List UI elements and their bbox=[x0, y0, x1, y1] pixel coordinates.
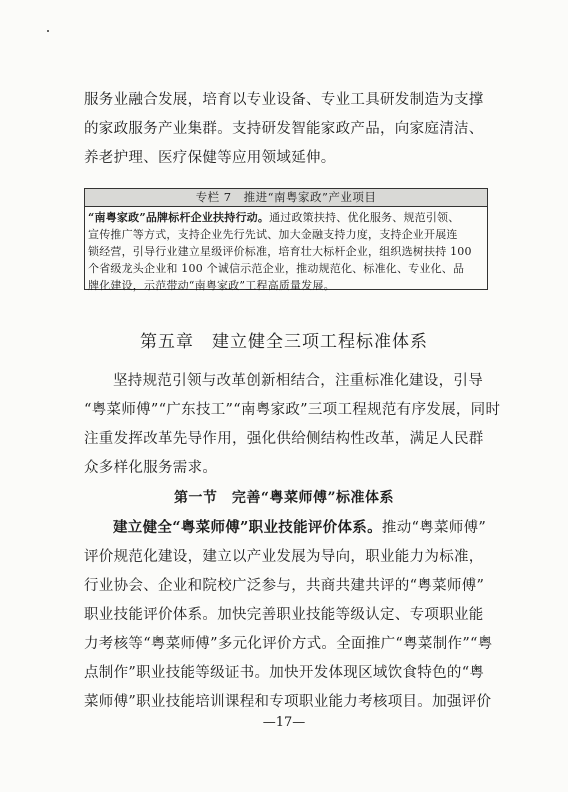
text-line: 菜师傅”职业技能培训课程和专项职业能力考核项目。加强评价 bbox=[84, 694, 492, 710]
text-line: 评价规范化建设，建立以产业发展为导向，职业能力为标准， bbox=[84, 549, 484, 565]
text-line bbox=[84, 513, 488, 543]
text-line: 服务业融合发展，培育以专业设备、专业工具研发制造为支撑 bbox=[84, 92, 484, 108]
text-line: 养老护理、医疗保健等应用领域延伸。 bbox=[84, 150, 336, 166]
text-line: 点制作”职业技能等级证书。加快开发体现区域饮食特色的“粤 bbox=[84, 665, 485, 681]
text-run: 推动“粤菜师傅” bbox=[381, 520, 487, 536]
feature-box-body bbox=[85, 207, 487, 294]
text-line: 众多样化服务需求。 bbox=[84, 460, 218, 476]
feature-box bbox=[84, 188, 488, 290]
text-line: 坚持规范引领与改革创新相结合，注重标准化建设，引导 bbox=[113, 373, 483, 389]
page-number: —17— bbox=[262, 715, 306, 730]
text-line: “粤菜师傅”“广东技工”“南粤家政”三项工程规范有序发展，同时 bbox=[84, 402, 501, 418]
text-line: 职业技能评价体系。加快完善职业技能等级认定、专项职业能 bbox=[84, 607, 484, 623]
text-line: 个省级龙头企业和 100 个诚信示范企业，推动规范化、标准化、专业化、品 bbox=[88, 262, 465, 275]
section-paragraph-lead: 建立健全“粤菜师傅”职业技能评价体系。 bbox=[113, 519, 382, 536]
feature-box-title: 专栏 7 推进“南粤家政”产业项目 bbox=[85, 189, 487, 207]
feature-box-lead: “南粤家政”品牌标杆企业扶持行动。 bbox=[88, 211, 270, 224]
text-line: 行业协会、企业和院校广泛参与，共商共建共评的“粤菜师傅” bbox=[84, 578, 485, 594]
text-line bbox=[88, 209, 484, 226]
intro-paragraph bbox=[84, 86, 488, 173]
text-line: 宣传推广等方式，支持企业先行先试、加大金融支持力度，支持企业开展连 bbox=[88, 228, 458, 241]
text-line: 注重发挥改革先导作用，强化供给侧结构性改革，满足人民群 bbox=[84, 431, 484, 447]
section-paragraph bbox=[84, 513, 493, 717]
chapter-title: 第五章 建立健全三项工程标准体系 bbox=[140, 332, 428, 352]
scan-speck bbox=[47, 30, 49, 32]
section-title: 第一节 完善“粤菜师傅”标准体系 bbox=[173, 490, 395, 506]
chapter-paragraph bbox=[84, 367, 501, 483]
text-line: 锁经营，引导行业建立星级评价标准，培育壮大标杆企业，组织选树扶持 100 bbox=[88, 245, 472, 258]
text-run: 通过政策扶持、优化服务、规范引领、 bbox=[269, 211, 460, 224]
text-line: 力考核等“粤菜师傅”多元化评价方式。全面推广“粤菜制作”“粤 bbox=[84, 636, 493, 652]
text-line: 的家政服务产业集群。支持研发智能家政产品，向家庭清洁、 bbox=[84, 121, 484, 137]
text-line: 牌化建设，示范带动“南粤家政”工程高质量发展。 bbox=[88, 279, 335, 292]
